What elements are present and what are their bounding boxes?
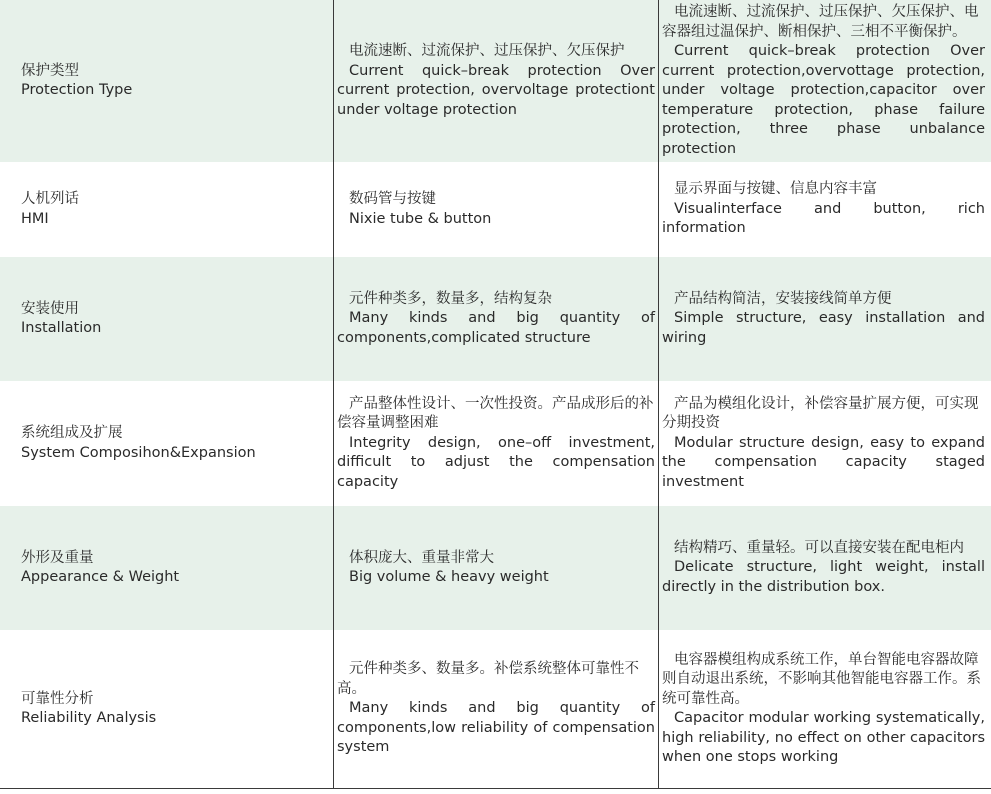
feature-cell <box>0 381 333 506</box>
smart-text-zh: 产品结构简洁，安装接线简单方便 <box>674 290 892 307</box>
table-row-system-expansion <box>0 381 991 506</box>
smart-cell <box>658 257 991 381</box>
feature-cell <box>0 506 333 630</box>
traditional-text-zh: 元件种类多，数量多，结构复杂 <box>349 290 552 307</box>
feature-label-en: Reliability Analysis <box>21 710 157 726</box>
table-row-hmi <box>0 162 991 257</box>
traditional-text-zh: 元件种类多、数量多。补偿系统整体可靠性不高。 <box>337 661 639 697</box>
smart-cell <box>658 630 991 788</box>
traditional-text-zh: 电流速断、过流保护、过压保护、欠压保护 <box>349 43 625 59</box>
smart-text-en: Simple structure, easy installation and wiring <box>662 310 985 346</box>
traditional-text-zh: 数码管与按键 <box>349 191 436 207</box>
smart-text-zh: 产品为模组化设计，补偿容量扩展方便，可实现分期投资 <box>662 395 979 432</box>
traditional-text-en: Integrity design, one–off investment, difficult to adjust the compensation capacity <box>337 434 655 490</box>
smart-cell <box>658 162 991 257</box>
traditional-text-zh: 产品整体性设计、一次性投资。产品成形后的补偿容量调整困难 <box>337 395 654 432</box>
traditional-text-zh: 体积庞大、重量非常大 <box>349 549 494 566</box>
smart-text-zh: 电容器模组构成系统工作，单台智能电容器故障则自动退出系统，不影响其他智能电容器工作。系统可靠性高。 <box>662 651 981 707</box>
smart-text-zh: 结构精巧、重量轻。可以直接安装在配电柜内 <box>674 539 964 556</box>
traditional-cell <box>333 257 658 381</box>
feature-label-en: System Composihon&Expansion <box>21 444 256 461</box>
feature-label-en: Installation <box>21 320 102 336</box>
smart-text-en: Current quick–break protection Over current protection,overvottage protection, under voltage protection,capacitor over temperature protection, phase failure protection, three phase unbalance protection <box>662 43 985 157</box>
traditional-cell <box>333 630 658 788</box>
feature-cell <box>0 630 333 788</box>
feature-label-en: HMI <box>21 210 49 227</box>
smart-text-en: Delicate structure, light weight, install directly in the distribution box. <box>662 559 985 595</box>
smart-text-en: Visualinterface and button, rich information <box>662 200 985 237</box>
feature-cell <box>0 0 333 162</box>
smart-cell <box>658 506 991 630</box>
smart-text-zh: 显示界面与按键、信息内容丰富 <box>674 181 877 198</box>
feature-cell <box>0 257 333 381</box>
smart-text-zh: 电流速断、过流保护、过压保护、欠压保护、电容器组过温保护、断相保护、三相不平衡保护。 <box>662 4 979 40</box>
smart-text-en: Modular structure design, easy to expand the compensation capacity staged investment <box>662 434 985 490</box>
table-row-reliability <box>0 630 991 788</box>
traditional-cell <box>333 0 658 162</box>
table-row-installation <box>0 257 991 381</box>
feature-label-zh: 安装使用 <box>21 300 79 317</box>
feature-cell <box>0 162 333 257</box>
smart-cell <box>658 381 991 506</box>
traditional-text-en: Nixie tube & button <box>349 210 492 227</box>
table-row-appearance-weight <box>0 506 991 630</box>
feature-label-zh: 外形及重量 <box>21 549 94 566</box>
table-bottom-rule <box>0 788 991 789</box>
feature-label-zh: 保护类型 <box>21 62 79 79</box>
feature-label-zh: 人机列话 <box>21 191 79 207</box>
feature-label-en: Appearance & Weight <box>21 569 180 585</box>
traditional-cell <box>333 381 658 506</box>
traditional-text-en: Many kinds and big quantity of components,complicated structure <box>337 310 655 346</box>
feature-label-zh: 可靠性分析 <box>21 690 94 707</box>
traditional-cell <box>333 506 658 630</box>
table-row-protection-type <box>0 0 991 162</box>
smart-cell <box>658 0 991 162</box>
smart-text-en: Capacitor modular working systematically, high reliability, no effect on other capacitors when one stops working <box>662 710 985 765</box>
traditional-text-en: Many kinds and big quantity of components,low reliability of compensation system <box>337 700 655 756</box>
feature-label-en: Protection Type <box>21 82 133 98</box>
traditional-text-en: Current quick–break protection Over current protection, overvoltage protectiont under voltage protection <box>337 62 655 118</box>
feature-label-zh: 系统组成及扩展 <box>21 425 123 441</box>
traditional-text-en: Big volume & heavy weight <box>349 569 549 585</box>
traditional-cell <box>333 162 658 257</box>
